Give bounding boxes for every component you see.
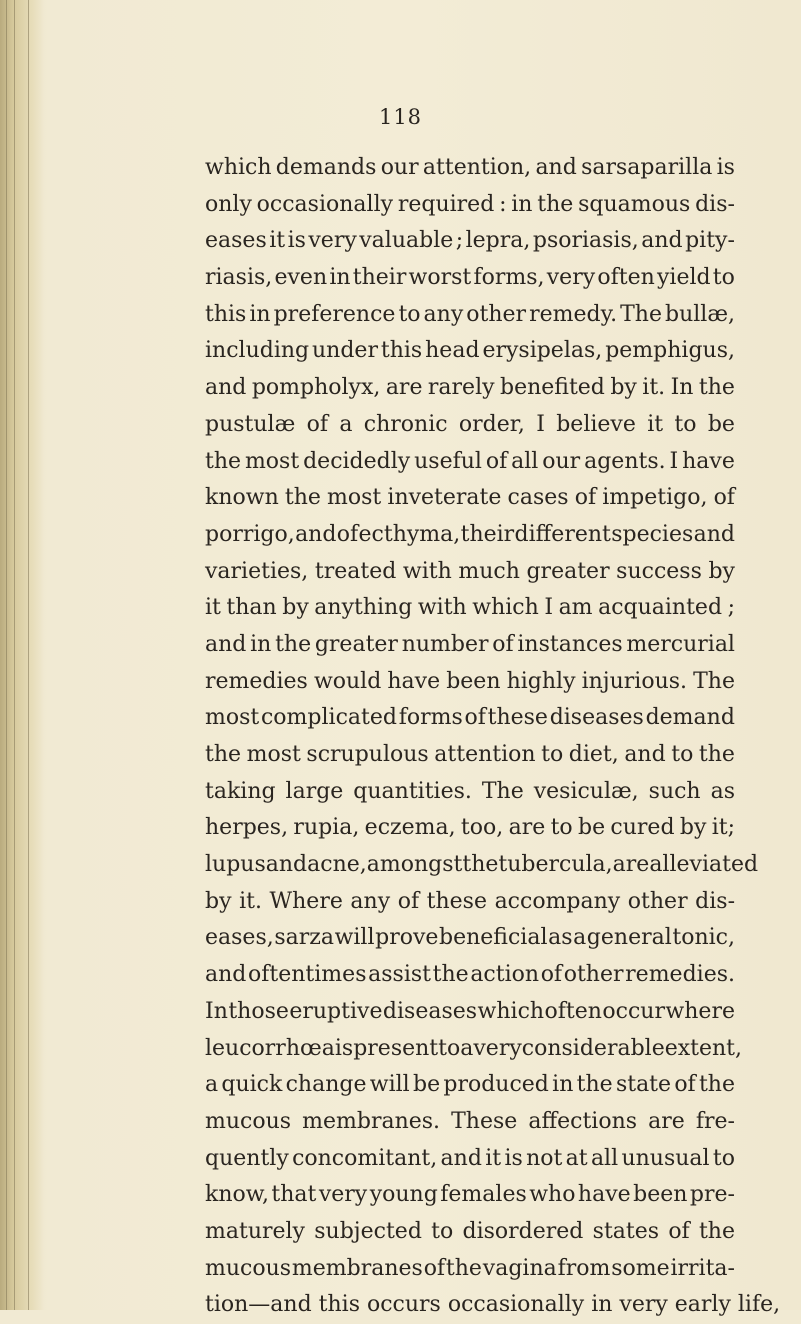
word: have: [387, 668, 441, 694]
word: our: [542, 448, 581, 474]
word: who: [529, 1182, 576, 1208]
word: species: [611, 521, 694, 547]
word: other: [627, 888, 688, 914]
word: worst: [408, 265, 472, 291]
word: and: [535, 155, 577, 180]
word: remedies: [205, 668, 308, 694]
word: very: [308, 228, 357, 254]
word: often: [544, 998, 602, 1024]
gutter-edge-line: [6, 0, 7, 1310]
word: as: [548, 925, 573, 951]
word: fre-: [695, 1108, 735, 1134]
word: and: [295, 521, 337, 547]
word: with: [417, 595, 467, 621]
word: which: [205, 155, 272, 180]
word: Where: [269, 888, 343, 914]
word: porrigo,: [205, 521, 295, 547]
word: in: [249, 301, 271, 327]
word: the: [576, 1072, 613, 1098]
word: herpes,: [205, 815, 289, 841]
text-line: [205, 517, 735, 554]
word: the: [698, 1072, 735, 1098]
word: :: [499, 191, 507, 217]
word: eases: [205, 228, 267, 254]
word: erysipelas,: [482, 338, 603, 364]
word: preference: [273, 301, 396, 327]
word: by: [610, 375, 637, 401]
word: in: [511, 191, 533, 217]
gutter-edge-line: [28, 0, 29, 1310]
text-line: [205, 480, 735, 517]
text-line: [205, 187, 735, 224]
word: attention: [434, 742, 536, 767]
word: and: [641, 228, 683, 254]
word: occasionally: [256, 191, 394, 217]
word: of: [464, 705, 486, 731]
word: These: [451, 1108, 518, 1134]
text-line: [205, 737, 735, 774]
word: oftentimes: [248, 962, 367, 988]
word: attention,: [422, 155, 532, 180]
word: diseases: [382, 998, 478, 1024]
word: and: [693, 521, 735, 547]
word: impetigo,: [602, 485, 708, 511]
word: with: [402, 558, 452, 584]
word: will: [369, 1072, 410, 1098]
word: quick: [221, 1072, 283, 1098]
word: beneficial: [439, 925, 548, 951]
word: of: [485, 448, 508, 474]
word: which: [477, 998, 545, 1024]
text-line: [205, 1031, 743, 1068]
word: most: [327, 485, 382, 511]
word: pemphigus,: [605, 338, 735, 364]
word: of: [397, 888, 420, 914]
word: know,: [205, 1182, 269, 1208]
word: leucorrhœa: [205, 1035, 335, 1061]
word: even: [274, 265, 328, 291]
word: The: [620, 301, 662, 327]
word: of: [668, 1218, 690, 1244]
word: it: [647, 411, 664, 437]
word: ;: [455, 228, 464, 254]
word: to: [712, 265, 735, 291]
word: to: [438, 1035, 461, 1061]
word: decidedly: [303, 448, 411, 474]
word: and: [205, 375, 247, 401]
word: of: [336, 521, 359, 547]
word: demands: [275, 155, 377, 180]
word: are: [508, 815, 546, 841]
word: tubercula,: [498, 852, 613, 878]
word: in: [329, 265, 351, 291]
word: a: [573, 925, 587, 951]
word: it.: [239, 888, 262, 914]
word: it: [205, 595, 221, 621]
word: that: [271, 1182, 317, 1208]
word: diet,: [568, 742, 619, 767]
word: irrita-: [670, 1255, 735, 1281]
word: and: [624, 742, 666, 767]
word: benefited: [499, 375, 605, 401]
word: very: [473, 1035, 522, 1061]
word: is: [504, 1145, 523, 1171]
word: by: [205, 888, 232, 914]
word: greater: [526, 558, 610, 584]
word: quently: [205, 1145, 289, 1171]
word: pity-: [685, 228, 735, 254]
word: mucous: [205, 1255, 292, 1281]
word: be: [412, 1072, 441, 1098]
text-line: [205, 223, 735, 260]
word: anything: [314, 595, 413, 621]
word: much: [458, 558, 520, 584]
word: our: [380, 155, 419, 180]
word: their: [352, 265, 407, 291]
body-text: [205, 150, 781, 1324]
word: have: [577, 1182, 631, 1208]
word: forms,: [473, 265, 545, 291]
word: this: [380, 338, 423, 364]
word: other: [466, 301, 527, 327]
word: injurious.: [581, 668, 688, 694]
word: state: [615, 1072, 672, 1098]
word: to: [398, 301, 421, 327]
word: present: [353, 1035, 439, 1061]
word: head: [425, 338, 480, 364]
word: number: [401, 631, 489, 657]
word: been: [446, 668, 501, 694]
word: considerable: [521, 1035, 665, 1061]
word: dis-: [695, 191, 735, 217]
word: I: [669, 448, 679, 474]
text-line: [205, 1104, 735, 1141]
word: their: [460, 521, 515, 547]
word: forms: [398, 705, 463, 731]
word: change: [285, 1072, 367, 1098]
word: vagina: [482, 1255, 557, 1281]
word: including: [205, 338, 310, 364]
word: any: [350, 888, 391, 914]
word: rarely: [427, 375, 495, 401]
word: The: [481, 778, 524, 804]
word: eczema,: [364, 815, 456, 841]
word: of: [492, 631, 514, 657]
word: to: [550, 815, 573, 841]
word: lepra,: [465, 228, 531, 254]
word: In: [670, 375, 694, 401]
word: rupia,: [293, 815, 360, 841]
word: be: [577, 815, 606, 841]
word: it: [485, 1145, 502, 1171]
word: which: [472, 595, 539, 621]
word: any: [423, 301, 464, 327]
word: females: [440, 1182, 527, 1208]
word: it.: [642, 375, 666, 401]
word: order,: [458, 411, 525, 437]
word: action: [470, 962, 540, 988]
word: known: [205, 485, 279, 511]
word: the: [205, 742, 242, 767]
gutter-edge-line: [14, 0, 15, 1310]
word: treated: [314, 558, 397, 584]
word: under: [312, 338, 378, 364]
word: useful: [414, 448, 482, 474]
word: disordered: [462, 1218, 584, 1244]
word: some: [611, 1255, 670, 1281]
text-line: [205, 627, 735, 664]
text-line: [205, 1251, 735, 1288]
word: the: [698, 1218, 735, 1244]
word: often: [597, 265, 655, 291]
word: is: [716, 155, 735, 180]
word: affections: [528, 1108, 638, 1134]
word: to: [431, 1218, 454, 1244]
word: the: [537, 191, 574, 217]
word: cases: [507, 485, 569, 511]
word: tonic,: [672, 925, 735, 951]
word: such: [648, 778, 701, 804]
word: young: [369, 1182, 438, 1208]
word: the: [432, 962, 469, 988]
word: from: [557, 1255, 611, 1281]
word: very: [318, 1182, 368, 1208]
word: psoriasis,: [532, 228, 639, 254]
text-line: [205, 297, 735, 334]
word: other: [563, 962, 624, 988]
word: amongst: [366, 852, 463, 878]
word: inveterate: [387, 485, 502, 511]
word: large: [285, 778, 344, 804]
word: in: [250, 631, 272, 657]
word: the: [275, 631, 312, 657]
word: am: [558, 595, 593, 621]
word: valuable: [359, 228, 454, 254]
word: it: [269, 228, 286, 254]
word: produced: [443, 1072, 549, 1098]
word: yield: [656, 265, 711, 291]
word: diseases: [549, 705, 644, 731]
text-line: [205, 1214, 735, 1251]
word: of: [306, 411, 328, 437]
word: these: [487, 705, 548, 731]
word: I: [544, 595, 554, 621]
word: unusual: [621, 1145, 710, 1171]
word: of: [574, 485, 597, 511]
word: a: [460, 1035, 474, 1061]
word: In: [205, 998, 228, 1024]
word: of: [674, 1072, 696, 1098]
word: are: [385, 375, 423, 401]
word: alleviated: [649, 852, 759, 878]
word: to: [671, 742, 694, 767]
text-line: [205, 1177, 735, 1214]
word: The: [693, 668, 735, 694]
word: the: [205, 448, 242, 474]
word: riasis,: [205, 265, 273, 291]
word: cured: [610, 815, 675, 841]
word: highly: [506, 668, 576, 694]
word: this: [205, 301, 247, 327]
word: too,: [460, 815, 504, 841]
word: pompholyx,: [251, 375, 381, 401]
word: I: [536, 411, 545, 437]
word: the: [462, 852, 499, 878]
text-line: [205, 1067, 735, 1104]
word: where: [665, 998, 735, 1024]
word: to: [712, 1145, 735, 1171]
word: remedies.: [625, 962, 735, 988]
word: squamous: [578, 191, 691, 217]
word: success: [616, 558, 702, 584]
word: most: [244, 448, 300, 474]
word: will: [334, 925, 375, 951]
word: it;: [711, 815, 735, 841]
page-number: 118: [378, 105, 423, 129]
text-line: [205, 847, 759, 884]
word: pustulæ: [205, 411, 296, 437]
word: mucous: [205, 1108, 292, 1134]
word: taking: [205, 778, 276, 804]
word: acquainted: [598, 595, 723, 621]
word: as: [710, 778, 735, 804]
word: be: [707, 411, 735, 437]
text-line: [205, 260, 735, 297]
word: all: [511, 448, 539, 474]
word: sarsaparilla: [581, 155, 713, 180]
word: a: [205, 1072, 219, 1098]
word: vesiculæ,: [533, 778, 639, 804]
word: demand: [645, 705, 735, 731]
word: most: [246, 742, 301, 767]
word: the: [698, 375, 735, 401]
word: membranes.: [302, 1108, 441, 1134]
text-line: [205, 920, 735, 957]
text-line: [205, 884, 735, 921]
word: a: [339, 411, 353, 437]
word: concomitant,: [292, 1145, 438, 1171]
text-line: [205, 957, 735, 994]
word: general: [586, 925, 672, 951]
word: states: [592, 1218, 660, 1244]
word: varieties,: [205, 558, 309, 584]
word: all: [590, 1145, 619, 1171]
binding-gutter: [0, 0, 44, 1310]
word: those: [228, 998, 289, 1024]
word: chronic: [363, 411, 448, 437]
word: required: [397, 191, 495, 217]
word: very: [546, 265, 596, 291]
word: to: [541, 742, 564, 767]
text-line: [205, 810, 735, 847]
word: and: [265, 852, 308, 878]
word: scrupulous: [306, 742, 429, 767]
word: of: [540, 962, 563, 988]
text-line: [205, 370, 735, 407]
word: are: [612, 852, 650, 878]
word: prove: [375, 925, 439, 951]
word: most: [205, 705, 260, 731]
text-line: [205, 407, 735, 444]
word: are: [648, 1108, 685, 1134]
word: have: [682, 448, 735, 474]
word: extent,: [664, 1035, 743, 1061]
word: believe: [556, 411, 636, 437]
text-line: [205, 590, 735, 627]
word: eruptive: [289, 998, 383, 1024]
text-line: [205, 994, 735, 1031]
word: by: [282, 595, 309, 621]
word: and: [440, 1145, 482, 1171]
word: at: [565, 1145, 588, 1171]
word: is: [287, 228, 306, 254]
word: been: [633, 1182, 688, 1208]
word: than: [226, 595, 277, 621]
word: and: [205, 631, 247, 657]
word: would: [313, 668, 382, 694]
word: subjected: [314, 1218, 422, 1244]
word: occur: [602, 998, 665, 1024]
word: quantities.: [353, 778, 472, 804]
word: agents.: [584, 448, 666, 474]
word: these: [426, 888, 487, 914]
word: greater: [314, 631, 398, 657]
word: membranes: [291, 1255, 423, 1281]
text-line: [205, 1141, 735, 1178]
text-line: [205, 664, 735, 701]
word: is: [334, 1035, 354, 1061]
word: different: [514, 521, 611, 547]
word: the: [284, 485, 321, 511]
word: mercurial: [626, 631, 735, 657]
word: dis-: [695, 888, 735, 914]
word: remedy.: [529, 301, 618, 327]
word: complicated: [260, 705, 397, 731]
text-line: [205, 150, 735, 187]
text-line: [205, 444, 735, 481]
word: the: [445, 1255, 482, 1281]
text-line: [205, 554, 735, 591]
word: by: [679, 815, 707, 841]
word: of: [423, 1255, 446, 1281]
word: accompany: [494, 888, 621, 914]
word: ecthyma,: [358, 521, 461, 547]
word: lupus: [205, 852, 266, 878]
word: and: [205, 962, 247, 988]
word: sarza: [274, 925, 334, 951]
word: the: [698, 742, 735, 767]
word: not: [526, 1145, 563, 1171]
word: instances: [517, 631, 623, 657]
word: pre-: [689, 1182, 735, 1208]
word: eases,: [205, 925, 274, 951]
text-line: tion—and this occurs occasionally in very early life,: [205, 1292, 781, 1318]
word: assist: [368, 962, 431, 988]
word: only: [205, 191, 252, 217]
word: of: [713, 485, 735, 511]
text-line: [205, 333, 735, 370]
word: to: [674, 411, 697, 437]
word: maturely: [205, 1218, 305, 1244]
word: ;: [727, 595, 735, 621]
text-line: [205, 700, 735, 737]
word: acne,: [307, 852, 367, 878]
word: bullæ,: [665, 301, 735, 327]
text-line: [205, 774, 735, 811]
word: by: [708, 558, 735, 584]
word: in: [552, 1072, 574, 1098]
